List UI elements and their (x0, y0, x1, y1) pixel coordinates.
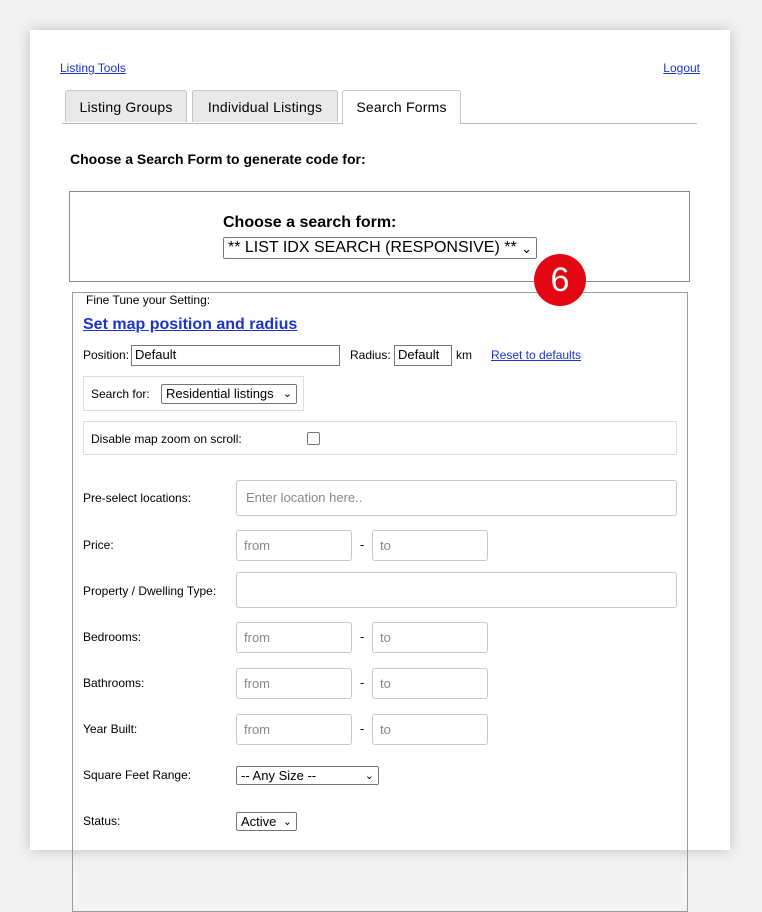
bedrooms-label: Bedrooms: (83, 630, 142, 644)
property-type-input[interactable] (236, 572, 677, 608)
search-form-chooser (69, 191, 690, 282)
chevron-down-icon: ⌄ (282, 388, 292, 400)
page-heading: Choose a Search Form to generate code for: (70, 151, 366, 167)
search-form-selected: ** LIST IDX SEARCH (RESPONSIVE) ** (228, 239, 517, 256)
bedrooms-from-input[interactable]: from (236, 622, 352, 653)
radius-unit: km (456, 348, 472, 362)
bedrooms-range-separator: - (360, 629, 365, 644)
radius-label: Radius: (350, 348, 391, 362)
square-feet-selected: -- Any Size -- (241, 768, 317, 783)
year-built-range-separator: - (360, 721, 365, 736)
bedrooms-to-input[interactable]: to (372, 622, 488, 653)
tab-listing-groups[interactable]: Listing Groups (65, 90, 187, 122)
preselect-label: Pre-select locations: (83, 491, 192, 505)
price-from-input[interactable]: from (236, 530, 352, 561)
chevron-down-icon: ⌄ (364, 770, 374, 782)
listing-tools-link[interactable]: Listing Tools (60, 61, 126, 75)
chevron-down-icon: ⌄ (282, 816, 292, 828)
set-map-position-link[interactable]: Set map position and radius (83, 316, 298, 333)
year-built-from-input[interactable]: from (236, 714, 352, 745)
status-select[interactable] (236, 812, 297, 831)
step-number-badge: 6 (534, 254, 586, 306)
tab-individual-listings[interactable]: Individual Listings (192, 90, 338, 122)
chevron-down-icon: ⌄ (521, 241, 532, 256)
preselect-location-input[interactable]: Enter location here.. (236, 480, 677, 516)
search-for-select[interactable] (161, 384, 297, 404)
tab-search-forms[interactable]: Search Forms (342, 90, 461, 124)
search-for-selected: Residential listings (166, 386, 274, 401)
disable-zoom-box (83, 421, 677, 455)
bathrooms-label: Bathrooms: (83, 676, 145, 690)
status-selected: Active (241, 814, 277, 829)
square-feet-label: Square Feet Range: (83, 768, 192, 782)
position-label: Position: (83, 348, 130, 362)
choose-form-label: Choose a search form: (223, 214, 397, 231)
status-label: Status: (83, 814, 121, 828)
price-range-separator: - (360, 537, 365, 552)
reset-defaults-link[interactable]: Reset to defaults (491, 348, 582, 362)
bathrooms-to-input[interactable]: to (372, 668, 488, 699)
position-input[interactable]: Default (131, 345, 340, 366)
search-for-box (83, 376, 304, 411)
main-panel (30, 30, 730, 850)
year-built-label: Year Built: (83, 722, 138, 736)
search-form-select[interactable] (223, 237, 537, 259)
year-built-to-input[interactable]: to (372, 714, 488, 745)
logout-link[interactable]: Logout (663, 61, 700, 75)
property-type-label: Property / Dwelling Type: (83, 584, 217, 598)
bathrooms-range-separator: - (360, 675, 365, 690)
disable-zoom-label: Disable map zoom on scroll: (91, 432, 242, 446)
price-label: Price: (83, 538, 114, 552)
radius-input[interactable]: Default (394, 345, 452, 366)
disable-zoom-checkbox[interactable] (307, 432, 320, 445)
search-for-label: Search for: (91, 387, 150, 401)
bathrooms-from-input[interactable]: from (236, 668, 352, 699)
price-to-input[interactable]: to (372, 530, 488, 561)
square-feet-select[interactable] (236, 766, 379, 785)
fine-tune-legend: Fine Tune your Setting: (86, 293, 211, 307)
tab-bar (62, 90, 697, 124)
